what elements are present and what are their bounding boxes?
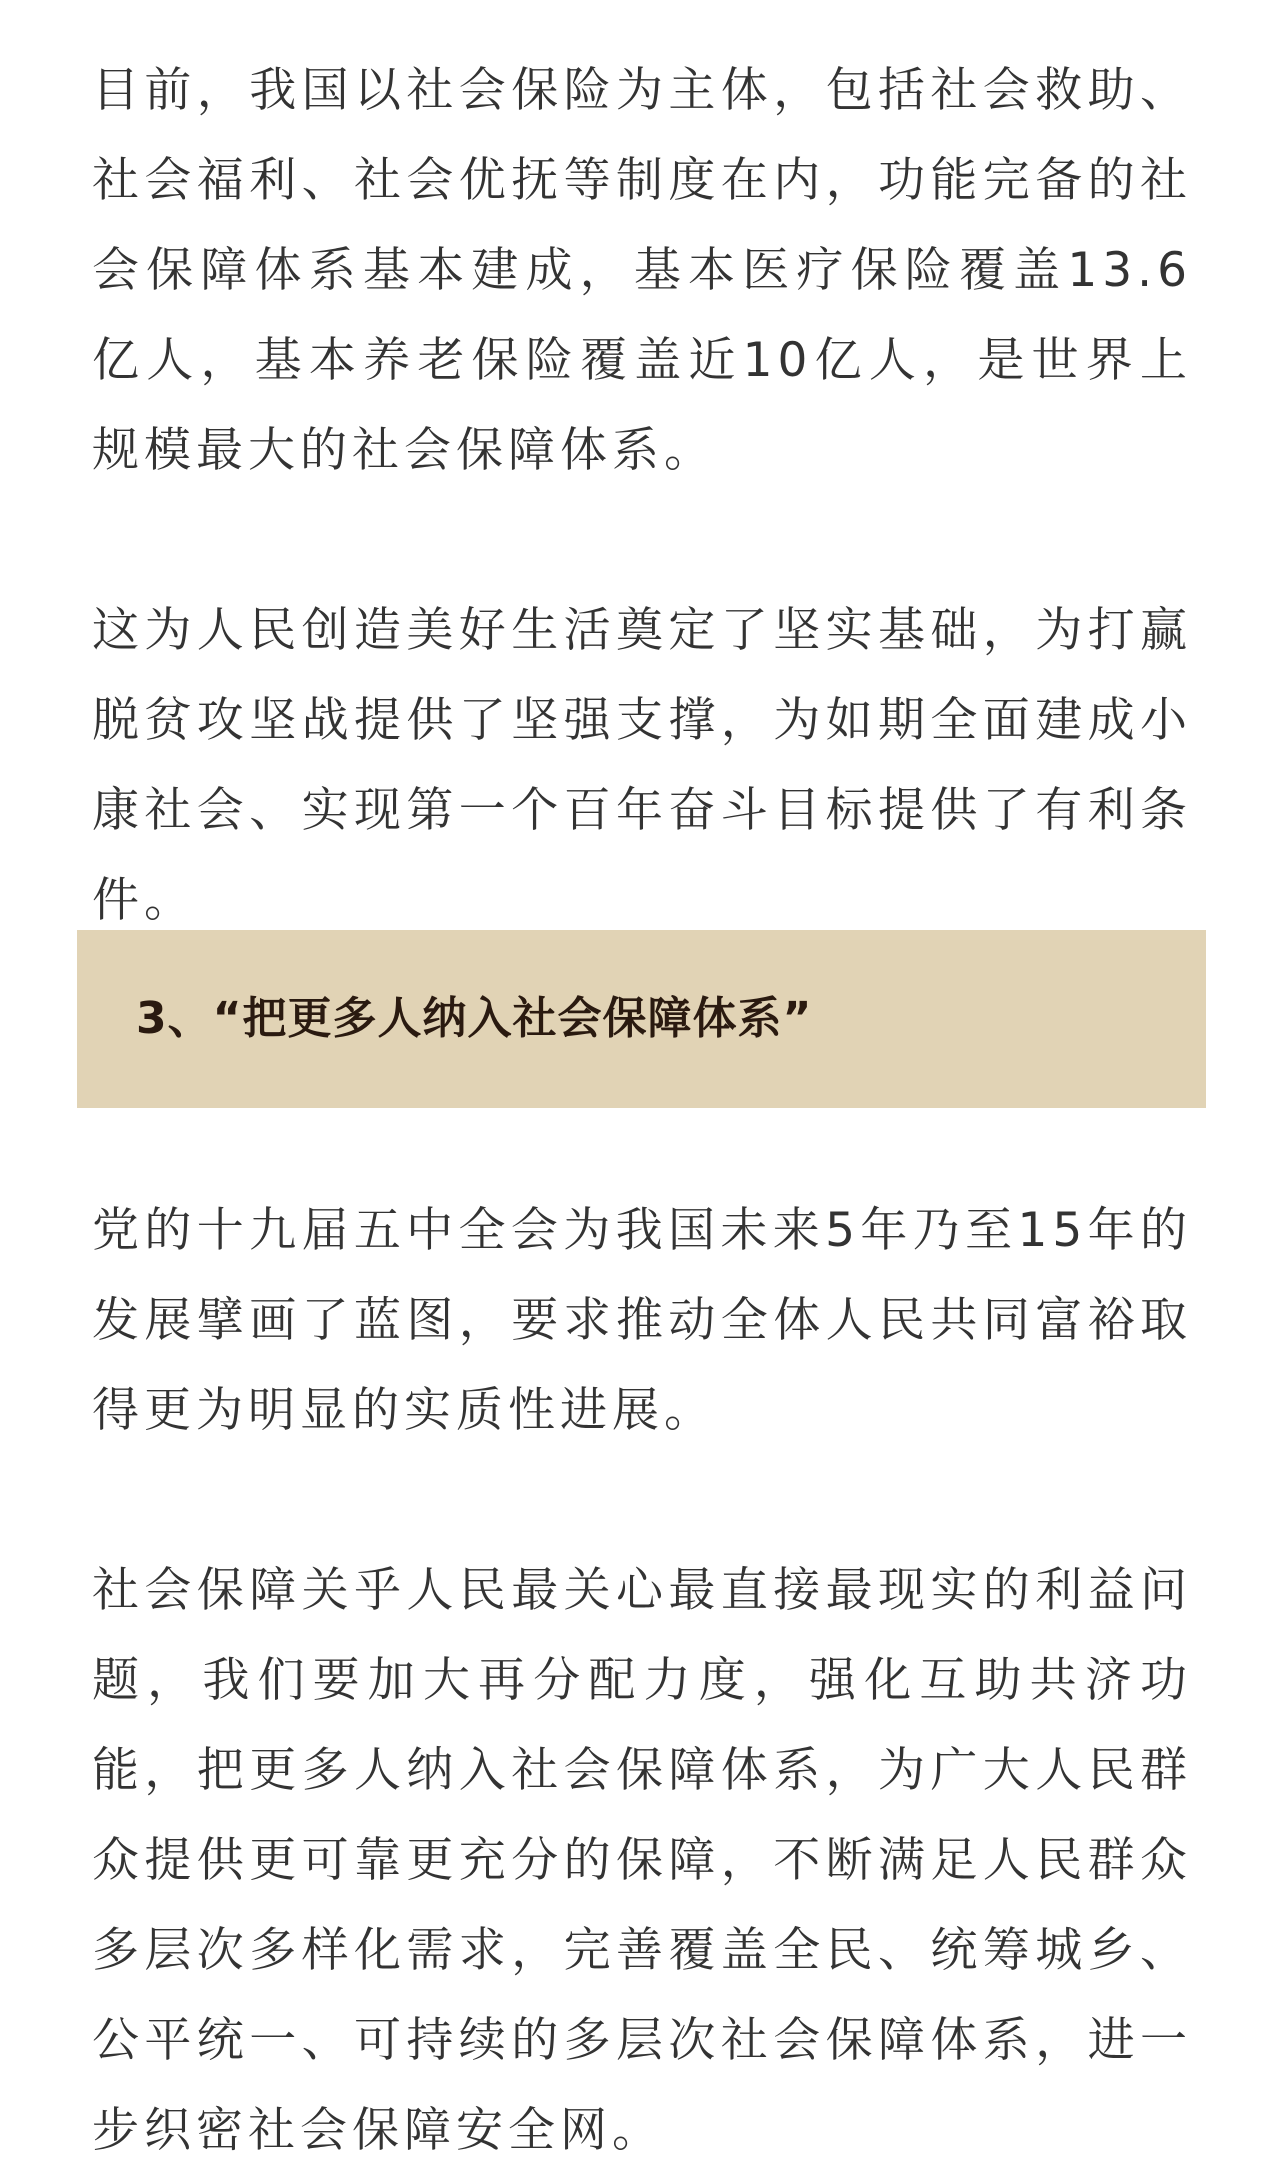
paragraph-social-security-system: 目前，我国以社会保险为主体，包括社会救助、社会福利、社会优抚等制度在内，功能完备的社会保障体系基本建成，基本医疗保险覆盖13.6亿人，基本养老保险覆盖近10亿人，是世界上规模最大的社会保障体系。: [92, 63, 1192, 478]
paragraph-social-security-goals: 社会保障关乎人民最关心最直接最现实的利益问题，我们要加大再分配力度，强化互助共济功能，把更多人纳入社会保障体系，为广大人民群众提供更可靠更充分的保障，不断满足人民群众多层次多样化需求，完善覆盖全民、统筹城乡、公平统一、可持续的多层次社会保障体系，进一步织密社会保障安全网。: [92, 1563, 1192, 2158]
section-heading-box: [77, 930, 1206, 1108]
paragraph-foundation: 这为人民创造美好生活奠定了坚实基础，为打赢脱贫攻坚战提供了坚强支撑，为如期全面建成小康社会、实现第一个百年奋斗目标提供了有利条件。: [92, 603, 1192, 928]
paragraph-fifth-plenum: 党的十九届五中全会为我国未来5年乃至15年的发展擘画了蓝图，要求推动全体人民共同富裕取得更为明显的实质性进展。: [92, 1203, 1192, 1438]
section-heading-text: 3、“把更多人纳入社会保障体系”: [136, 993, 813, 1044]
